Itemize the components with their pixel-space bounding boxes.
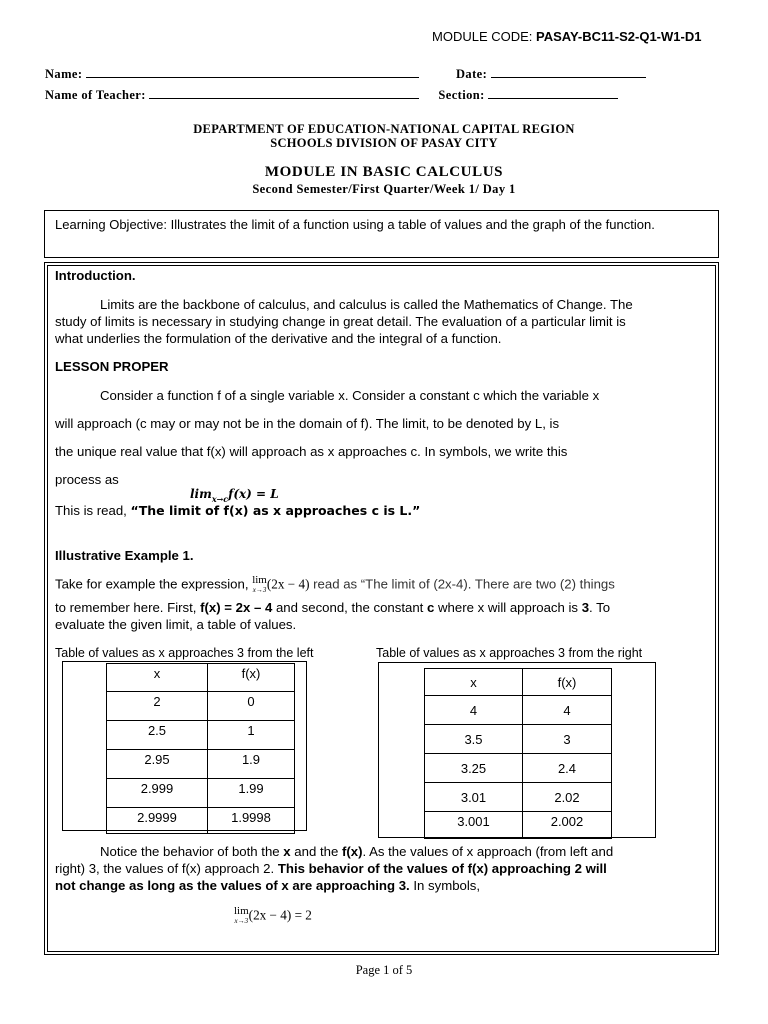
final-limit-notation: lim x→3 xyxy=(234,905,249,925)
teacher-label: Name of Teacher: xyxy=(45,88,146,102)
table-cell: 4 xyxy=(425,696,523,725)
final-limit-formula xyxy=(234,906,312,926)
notice-line-1: Notice the behavior of both the x and the f(x). As the values of x approach (from left and xyxy=(100,844,614,859)
table-cell: 3.001 xyxy=(425,812,523,839)
table-row xyxy=(425,812,612,839)
module-code: MODULE CODE: PASAY-BC11-S2-Q1-W1-D1 xyxy=(432,29,702,44)
lesson-proper-heading: LESSON PROPER xyxy=(55,359,169,374)
notice-line-3: not change as long as the values of x are approaching 3. In symbols, xyxy=(55,878,481,893)
table-cell: 3.25 xyxy=(425,754,523,783)
table-cell: 3 xyxy=(523,725,612,754)
table-row xyxy=(107,692,295,721)
intro-line-1: Limits are the backbone of calculus, and calculus is called the Mathematics of Change. The xyxy=(100,297,633,312)
right-values-table xyxy=(424,668,612,839)
example-limit-notation: lim x→3 xyxy=(252,574,267,594)
right-header-fx: f(x) xyxy=(523,669,612,696)
table-row xyxy=(425,783,612,812)
name-date-row xyxy=(45,66,646,82)
table-cell: 1.9 xyxy=(208,750,295,779)
final-limit-expression: (2x − 4) = 2 xyxy=(248,907,312,923)
page-number: Page 1 of 5 xyxy=(355,963,413,977)
introduction-heading: Introduction. xyxy=(55,268,136,283)
read-as-bold: “The limit of f(x) as x approaches c is L.” xyxy=(130,503,421,518)
notice-line-2: right) 3, the values of f(x) approach 2. This behavior of the values of f(x) approaching 2 will xyxy=(55,861,607,876)
example-expression: (2x − 4) xyxy=(266,576,310,592)
left-header-fx: f(x) xyxy=(208,664,295,692)
table-row xyxy=(107,808,295,834)
left-table-caption: Table of values as x approaches 3 from the left xyxy=(55,646,314,660)
table-cell: 3.01 xyxy=(425,783,523,812)
right-header-x: x xyxy=(425,669,523,696)
section-label: Section: xyxy=(438,88,485,102)
table-row xyxy=(425,754,612,783)
formula-lim: lim xyxy=(190,487,212,501)
table-cell: 0 xyxy=(208,692,295,721)
formula-subscript: x→c xyxy=(211,494,229,504)
table-cell: 2 xyxy=(107,692,208,721)
table-cell: 2.4 xyxy=(523,754,612,783)
formula-body: f(x) = L xyxy=(228,487,279,501)
example-heading: Illustrative Example 1. xyxy=(55,548,194,563)
table-cell: 1.99 xyxy=(208,779,295,808)
left-values-table xyxy=(106,663,295,834)
table-row xyxy=(107,779,295,808)
name-line[interactable] xyxy=(86,66,419,78)
module-title: MODULE IN BASIC CALCULUS xyxy=(264,164,504,180)
section-line[interactable] xyxy=(488,87,618,99)
example-line-1: Take for example the expression, lim x→3 (2x − 4) read as “The limit of (2x-4). There are two (2) things xyxy=(55,574,615,594)
table-cell: 2.02 xyxy=(523,783,612,812)
division-heading: SCHOOLS DIVISION OF PASAY CITY xyxy=(270,136,498,150)
learning-objective-text: Learning Objective: Illustrates the limit of a function using a table of values and the graph of the function. xyxy=(55,217,655,232)
teacher-section-row xyxy=(45,87,618,103)
teacher-line[interactable] xyxy=(149,87,419,99)
table-header-row xyxy=(425,669,612,696)
example-line-2: to remember here. First, f(x) = 2x – 4 and second, the constant c where x will approach is 3. To xyxy=(55,600,611,615)
table-row xyxy=(107,750,295,779)
table-cell: 2.002 xyxy=(523,812,612,839)
date-label: Date: xyxy=(456,67,488,81)
table-header-row xyxy=(107,664,295,692)
lesson-line-3: the unique real value that f(x) will approach as x approaches c. In symbols, we write this xyxy=(55,444,568,459)
table-cell: 3.5 xyxy=(425,725,523,754)
module-subtitle: Second Semester/First Quarter/Week 1/ Day 1 xyxy=(252,182,516,196)
read-as-line: This is read, “The limit of f(x) as x approaches c is L.” xyxy=(55,503,421,518)
table-cell: 2.95 xyxy=(107,750,208,779)
table-cell: 4 xyxy=(523,696,612,725)
right-table-caption: Table of values as x approaches 3 from the right xyxy=(376,646,643,660)
table-cell: 2.5 xyxy=(107,721,208,750)
table-cell: 2.9999 xyxy=(107,808,208,834)
table-row xyxy=(425,725,612,754)
name-label: Name: xyxy=(45,67,83,81)
table-cell: 1 xyxy=(208,721,295,750)
intro-line-3: what underlies the formulation of the derivative and the integral of a function. xyxy=(55,331,502,346)
left-header-x: x xyxy=(107,664,208,692)
table-row xyxy=(425,696,612,725)
module-code-value: PASAY-BC11-S2-Q1-W1-D1 xyxy=(536,29,702,44)
lesson-line-4: process as xyxy=(55,472,119,487)
department-heading: DEPARTMENT OF EDUCATION-NATIONAL CAPITAL REGION xyxy=(193,122,575,136)
date-line[interactable] xyxy=(491,66,646,78)
example-line-3: evaluate the given limit, a table of values. xyxy=(55,617,297,632)
lesson-line-2: will approach (c may or may not be in the domain of f). The limit, to be denoted by L, is xyxy=(55,416,560,431)
learning-objective-box xyxy=(44,210,719,258)
table-cell: 2.999 xyxy=(107,779,208,808)
table-cell: 1.9998 xyxy=(208,808,295,834)
lesson-line-1: Consider a function f of a single variable x. Consider a constant c which the variable x xyxy=(100,388,600,403)
table-row xyxy=(107,721,295,750)
intro-line-2: study of limits is necessary in studying change in great detail. The evaluation of a particular limit is xyxy=(55,314,626,329)
